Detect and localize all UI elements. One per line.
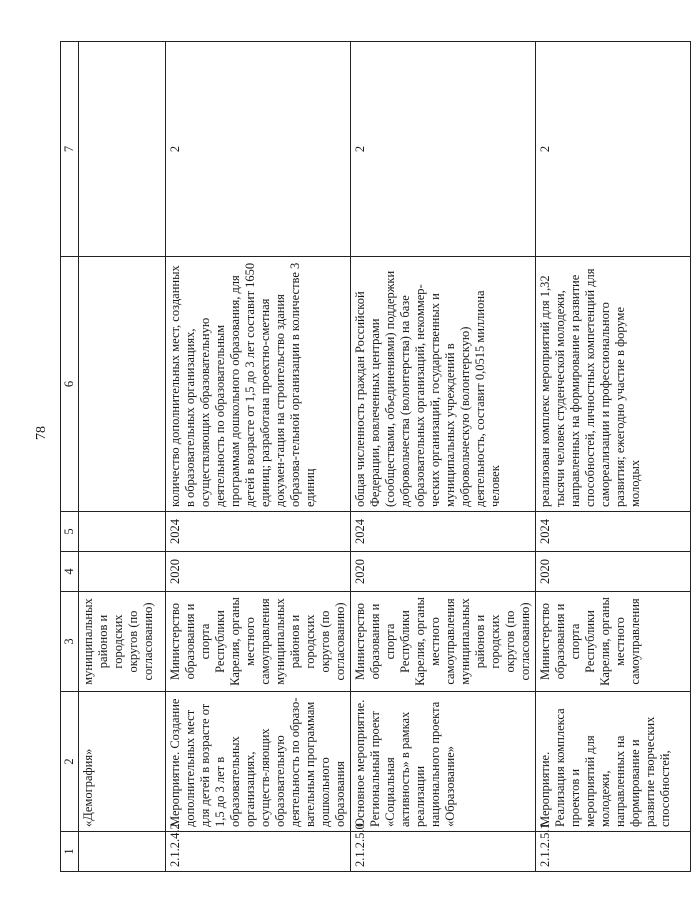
table-row <box>351 42 536 872</box>
measures-table <box>60 41 691 872</box>
cell-end-year: 2024 <box>351 512 536 552</box>
cell-code <box>79 832 166 872</box>
cell-executor: Министерство образования и спорта Республики Карелия, органы местного самоуправления муниципальных районов и городских округов (по согласованию) <box>166 592 351 692</box>
column-header: 1 <box>61 832 79 872</box>
cell-start-year: 2020 <box>351 552 536 592</box>
cell-name: Мероприятие. Реализация комплекса проектов и мероприятий для молодежи, направленных на формирование и развитие творческих способностей, <box>536 692 691 832</box>
cell-link: 2 <box>536 42 691 257</box>
column-header: 6 <box>61 257 79 512</box>
cell-start-year: 2020 <box>536 552 691 592</box>
cell-end-year <box>79 512 166 552</box>
column-header: 2 <box>61 692 79 832</box>
cell-name: «Демография» <box>79 692 166 832</box>
cell-code: 2.1.2.5.1. <box>536 832 691 872</box>
cell-executor: Министерство образования и спорта Республики Карелия, органы местного самоуправления <box>536 592 691 692</box>
cell-end-year: 2024 <box>166 512 351 552</box>
cell-link <box>79 42 166 257</box>
column-header: 4 <box>61 552 79 592</box>
table-row <box>79 42 166 872</box>
cell-executor: Министерство образования и спорта Республики Карелия, органы местного самоуправления муниципальных районов и городских округов (по согласованию) <box>351 592 536 692</box>
column-header: 3 <box>61 592 79 692</box>
cell-result: количество дополнительных мест, созданных в образовательных организациях, осуществляющих образовательную деятельность по образовательным программам дошкольного образования, для детей в возрасте от 1,5 до 3 лет составит 1650 единиц; разработана проектно-сметная докумен-тация на строительство здания образова-тельной организации в количестве 3 единиц <box>166 257 351 512</box>
cell-start-year: 2020 <box>166 552 351 592</box>
table-row <box>536 42 691 872</box>
cell-start-year <box>79 552 166 592</box>
cell-code: 2.1.2.5.0. <box>351 832 536 872</box>
column-header: 5 <box>61 512 79 552</box>
table-row <box>166 42 351 872</box>
cell-code: 2.1.2.4.2. <box>166 832 351 872</box>
column-header: 7 <box>61 42 79 257</box>
rotated-table-container <box>60 42 672 872</box>
cell-result: реализован комплекс мероприятий для 1,32 тысячи человек студенческой молодежи, направленных на формирование и развитие способностей, личностных компетенций для самореализации и профессионального развития; ежегодно участие в форуме молодых <box>536 257 691 512</box>
cell-link: 2 <box>166 42 351 257</box>
cell-result <box>79 257 166 512</box>
page-number: 78 <box>34 426 49 440</box>
cell-name: Мероприятие. Создание дополнительных мест для детей в возрасте от 1,5 до 3 лет в образовательных организациях, осуществ-ляющих образовательную деятельность по образо-вательным программам дошкольного образования <box>166 692 351 832</box>
cell-name: Основное мероприятие. Региональный проект «Социальная активность» в рамках реализации национального проекта «Образование» <box>351 692 536 832</box>
cell-executor: муниципальных районов и городских округов (по согласованию) <box>79 592 166 692</box>
cell-link: 2 <box>351 42 536 257</box>
column-number-row <box>61 42 79 872</box>
cell-end-year: 2024 <box>536 512 691 552</box>
cell-result: общая численность граждан Российской Федерации, вовлеченных центрами (сообществами, объединениями) поддержки добровольчества (волонтерства) на базе образовательных организаций, некоммер-ческих организаций, государственных и муниципальных учреждений в добровольческую (волонтерскую) деятельность, составит 0,0515 миллиона человек <box>351 257 536 512</box>
